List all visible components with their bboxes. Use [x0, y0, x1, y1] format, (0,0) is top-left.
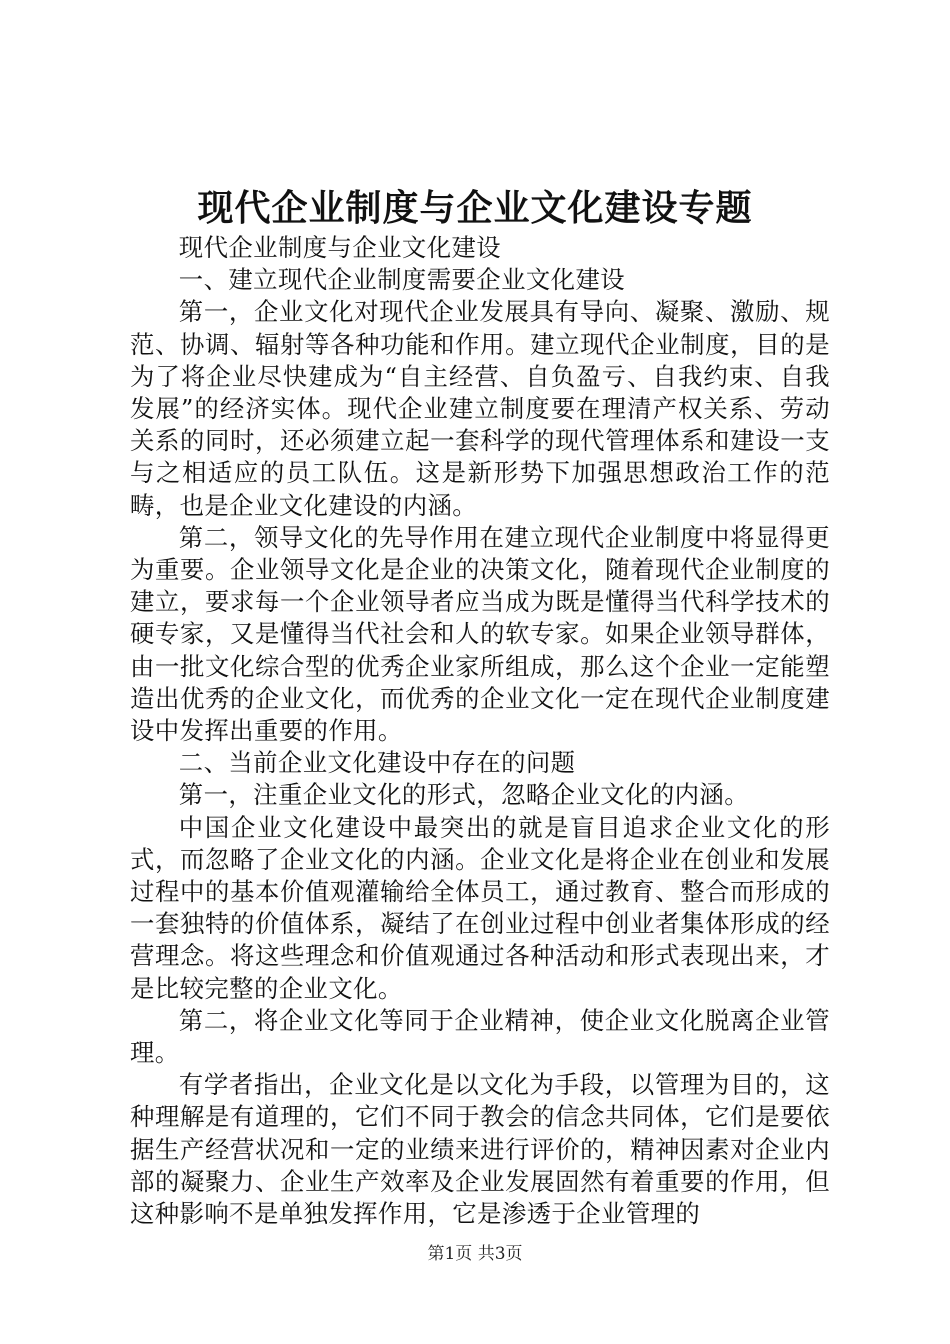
subtitle-paragraph: 现代企业制度与企业文化建设	[178, 233, 502, 262]
body-paragraph: 第一，企业文化对现代企业发展具有导向、凝聚、激励、规范、协调、辐射等各种功能和作用。建立现代企业制度，目的是为了将企业尽快建成为“自主经营、自负盈亏、自我约束、自我发展”的经济实体。现代企业建立制度要在理清产权关系、劳动关系的同时，还必须建立起一套科学的现代管理体系和建设一支与之相适应的员工队伍。这是新形势下加强思想政治工作的范畴，也是企业文化建设的内涵。	[130, 297, 830, 520]
body-paragraph: 中国企业文化建设中最突出的就是盲目追求企业文化的形式，而忽略了企业文化的内涵。企业文化是将企业在创业和发展过程中的基本价值观灌输给全体员工，通过教育、整合而形成的一套独特的价值体系，凝结了在创业过程中创业者集体形成的经营理念。将这些理念和价值观通过各种活动和形式表现出来，才是比较完整的企业文化。	[130, 812, 830, 1003]
document-body	[130, 232, 830, 1230]
body-paragraph: 第二，领导文化的先导作用在建立现代企业制度中将显得更为重要。企业领导文化是企业的决策文化，随着现代企业制度的建立，要求每一个企业领导者应当成为既是懂得当代科学技术的硬专家，又是懂得当代社会和人的软专家。如果企业领导群体，由一批文化综合型的优秀企业家所组成，那么这个企业一定能塑造出优秀的企业文化，而优秀的企业文化一定在现代企业制度建设中发挥出重要的作用。	[130, 522, 830, 746]
body-paragraph: 有学者指出，企业文化是以文化为手段，以管理为目的，这种理解是有道理的，它们不同于教会的信念共同体，它们是要依据生产经营状况和一定的业绩来进行评价的，精神因素对企业内部的凝聚力、企业生产效率及企业发展固然有着重要的作用，但这种影响不是单独发挥作用，它是渗透于企业管理的	[130, 1070, 830, 1229]
body-paragraph: 第二，将企业文化等同于企业精神，使企业文化脱离企业管理。	[130, 1005, 830, 1068]
section-heading-2: 二、当前企业文化建设中存在的问题	[178, 748, 576, 778]
section-heading-1: 一、建立现代企业制度需要企业文化建设	[178, 265, 626, 295]
page-number-footer: 第1页 共3页	[427, 1244, 523, 1264]
body-paragraph: 第一，注重企业文化的形式，忽略企业文化的内涵。	[178, 780, 749, 810]
document-title: 现代企业制度与企业文化建设专题	[197, 188, 753, 229]
